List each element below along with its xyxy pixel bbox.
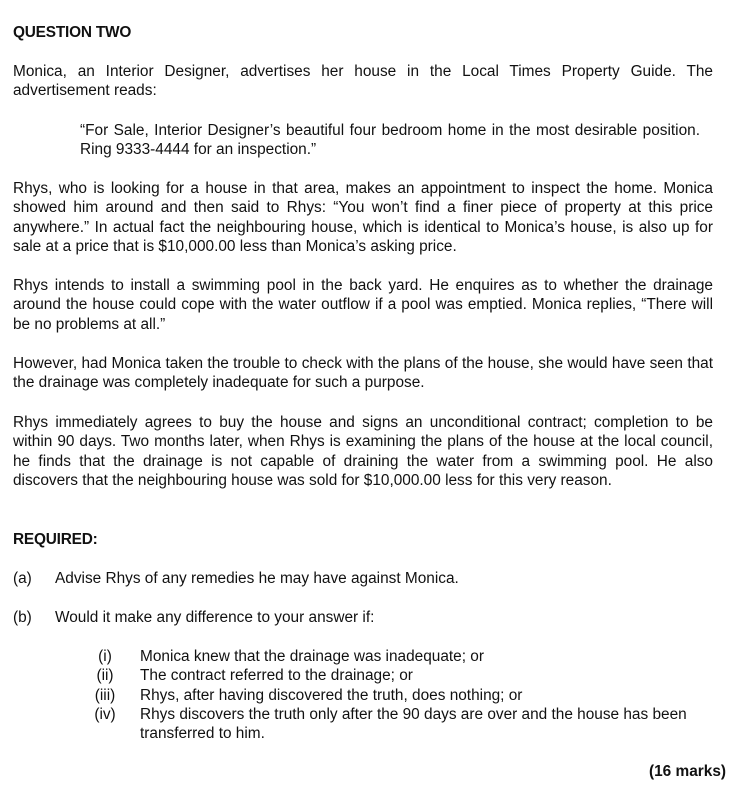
contract-paragraph: Rhys immediately agrees to buy the house and signs an unconditional contract; completion to be within 90 days. Two months later, when Rhys is examining the plans of the house at the local council, he finds that the drainage is not capable of draining the water from a swimming pool. He also discovers that the neighbouring house was sold for $10,000.00 less for this very reason. (13, 414, 713, 489)
sub-question (70, 647, 710, 666)
question-b (13, 608, 374, 627)
question-text: Would it make any difference to your answer if: (55, 609, 375, 626)
sub-question-number: (iii) (94, 686, 116, 704)
sub-question-text: Rhys discovers the truth only after the 90 days are over and the house has been transferred to him. (140, 705, 687, 743)
inspection-paragraph: Rhys, who is looking for a house in that area, makes an appointment to inspect the home. Monica showed him around and then said to Rhys: “You won’t find a finer piece of property at this price anywhere.” In actual fact the neighbouring house, which is identical to Monica’s house, is also up for sale at a price that is $10,000.00 less than Monica’s asking price. (13, 180, 713, 255)
sub-question-list (70, 647, 710, 743)
question-a (13, 569, 459, 588)
sub-question-text: Rhys, after having discovered the truth, does nothing; or (140, 686, 523, 704)
sub-question (70, 666, 710, 685)
sub-question-text: Monica knew that the drainage was inadequate; or (140, 648, 484, 665)
required-heading: REQUIRED: (13, 531, 98, 548)
sub-question (70, 705, 710, 744)
marks-allocation: (16 marks) (649, 763, 726, 780)
sub-question-number: (i) (98, 648, 112, 665)
question-heading: QUESTION TWO (13, 24, 132, 41)
question-label: (b) (13, 609, 32, 626)
sub-question (70, 686, 710, 705)
question-text: Advise Rhys of any remedies he may have against Monica. (55, 570, 459, 587)
question-label: (a) (13, 570, 32, 587)
sub-question-text: The contract referred to the drainage; or (140, 667, 413, 685)
advertisement-quote: “For Sale, Interior Designer’s beautiful four bedroom home in the most desirable position. Ring 9333-4444 for an inspection.” (80, 122, 700, 159)
sub-question-number: (ii) (96, 667, 114, 685)
pool-paragraph: Rhys intends to install a swimming pool in the back yard. He enquires as to whether the drainage around the house could cope with the water outflow if a pool was emptied. Monica replies, “There will be no problems at all.” (13, 277, 713, 333)
sub-question-number: (iv) (94, 705, 116, 723)
intro-paragraph: Monica, an Interior Designer, advertises her house in the Local Times Property Guide. The advertisement reads: (13, 63, 713, 100)
drainage-paragraph: However, had Monica taken the trouble to check with the plans of the house, she would have seen that the drainage was completely inadequate for such a purpose. (13, 355, 713, 392)
